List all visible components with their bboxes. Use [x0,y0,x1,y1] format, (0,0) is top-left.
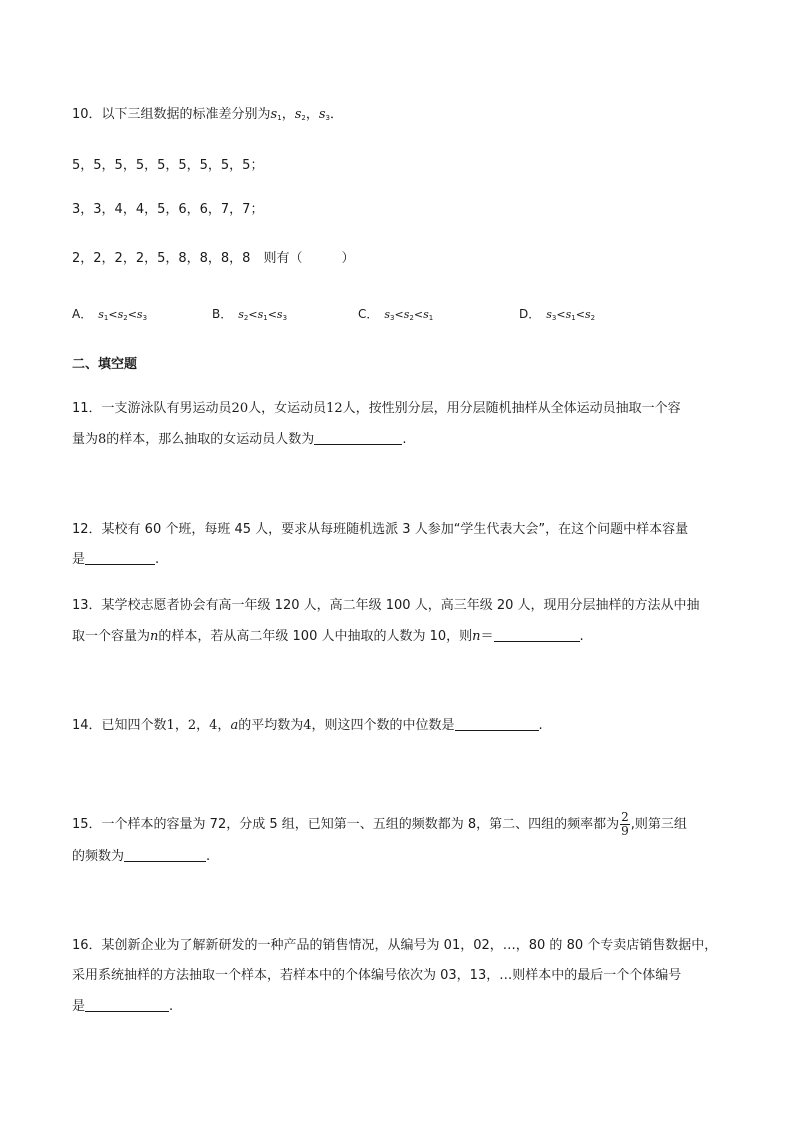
q12-line-2 [72,551,159,569]
sub: 2 [590,314,596,322]
sep: ， [281,107,295,122]
section-heading: 二、填空题 [72,357,138,372]
number: 2 [187,718,197,733]
equals: ＝ [480,629,494,644]
q10-stem [72,106,343,127]
option-expression [98,308,147,321]
q16-line-1: 16．某创新企业为了解新研发的一种产品的销售情况，从编号为 01，02，…，80 的 80 个专卖店销售数据中， [72,938,718,953]
option-label: C． [358,307,379,321]
end-mark: . [206,849,211,864]
end-mark: . [169,999,174,1014]
option-expression [384,308,433,321]
s3-sub: 3 [325,114,330,122]
option-d[interactable] [519,305,595,322]
number: 4 [303,718,312,733]
var-n: n [472,629,481,644]
var: s [98,308,104,321]
lt: < [267,308,277,321]
text: 是 [72,999,86,1014]
sub: 3 [142,314,148,322]
text: 量为 [72,432,99,447]
sub: 3 [551,314,557,322]
lt: < [413,308,424,321]
option-b[interactable] [212,305,287,322]
var: s [584,308,591,321]
answer-blank[interactable] [85,999,169,1012]
answer-blank[interactable] [85,552,155,565]
text: ,则第三组 [630,817,687,832]
q16-line-3 [72,998,173,1016]
text: 14．已知四个数 [72,718,167,733]
var-n: n [150,629,159,644]
sub: 1 [263,314,268,322]
option-c[interactable] [358,305,433,322]
end-mark: ． [330,107,344,122]
text: 人，按性别分层，用分层随机抽样从全体运动员抽取一个容 [342,401,681,416]
q12-line-1: 12．某校有 60 个班，每班 45 人，要求从每班随机选派 3 人参加“学生代表大会”，在这个问题中样本容量 [72,522,689,537]
lt: < [248,308,258,321]
var: s [384,308,391,321]
option-label: D． [519,307,541,321]
q15-line-1 [72,810,687,840]
lt: < [575,308,585,321]
s1-var: s [270,107,278,122]
end-mark: . [155,552,160,567]
sub: 2 [123,314,128,322]
option-label: A． [72,307,93,321]
sub: 3 [390,314,395,322]
option-label: B． [212,307,233,321]
var: s [565,308,572,321]
lt: < [394,308,404,321]
option-expression [546,308,595,321]
number: 20 [231,401,249,416]
lt: < [108,308,118,321]
sub: 2 [409,314,414,322]
denominator: 9 [621,824,629,838]
end-mark: . [538,718,543,733]
sep: ， [174,718,188,733]
sep: ， [305,107,319,122]
q10-data-row-2: 3，3，4，4，5，6，6，7，7； [72,202,264,217]
var-a: a [230,718,239,733]
sep: ， [196,718,210,733]
q10-stem-text: 10．以下三组数据的标准差分别为 [72,107,271,122]
var: s [117,308,124,321]
lt: < [556,308,566,321]
answer-blank[interactable] [124,849,206,862]
var: s [276,308,283,321]
q16-line-2: 采用系统抽样的方法抽取一个样本，若样本中的个体编号依次为 03，13，…则样本中的最后一个个体编号 [72,968,682,983]
text: 的样本，那么抽取的女运动员人数为 [106,432,315,447]
text: 取一个容量为 [72,629,151,644]
sep: ， [217,718,231,733]
text: 的样本，若从高二年级 100 人中抽取的人数为 10，则 [158,629,473,644]
q10-data-row-1: 5，5，5，5，5，5，5，5，5； [72,158,264,173]
var: s [257,308,264,321]
q11-line-1 [72,400,681,418]
text: 的平均数为 [238,718,304,733]
sub: 3 [282,314,288,322]
fraction [620,811,630,838]
sub: 1 [428,314,434,322]
text: ，则这四个数的中位数是 [311,718,455,733]
numerator: 2 [621,810,629,824]
sub: 2 [243,314,249,322]
end-mark: . [579,629,584,644]
number: 8 [98,432,107,447]
q13-line-1: 13．某学校志愿者协会有高一年级 120 人，高二年级 100 人，高三年级 20 人，现用分层抽样的方法从中抽 [72,598,700,613]
answer-blank[interactable] [455,718,539,731]
answer-blank[interactable] [314,432,402,445]
text: 是 [72,552,86,567]
q15-line-2 [72,848,210,866]
s2-sub: 2 [301,114,306,122]
sub: 1 [571,314,576,322]
sub: 1 [103,314,109,322]
option-a[interactable] [72,305,147,322]
var: s [546,308,552,321]
var: s [238,308,244,321]
text: 人，女运动员 [248,401,327,416]
answer-blank[interactable] [494,629,580,642]
text: 11．一支游泳队有男运动员 [72,401,232,416]
text: 15．一个样本的容量为 72，分成 5 组，已知第一、五组的频数都为 8，第二、四组的频率都为 [72,817,620,832]
number: 12 [326,401,343,416]
var: s [136,308,143,321]
s1-sub: 1 [277,114,282,122]
q13-line-2 [72,628,584,646]
number: 4 [209,718,218,733]
end-mark: . [402,432,407,447]
lt: < [127,308,137,321]
text: 的频数为 [72,849,125,864]
s2-var: s [294,107,302,122]
q10-data-row-3: 2，2，2，2，5，8，8，8，8 则有（ ） [72,251,355,266]
number: 1 [166,718,175,733]
q11-line-2 [72,431,406,449]
var: s [403,308,410,321]
var: s [423,308,429,321]
s3-var: s [318,107,326,122]
q14-line [72,717,543,735]
option-expression [238,308,287,321]
